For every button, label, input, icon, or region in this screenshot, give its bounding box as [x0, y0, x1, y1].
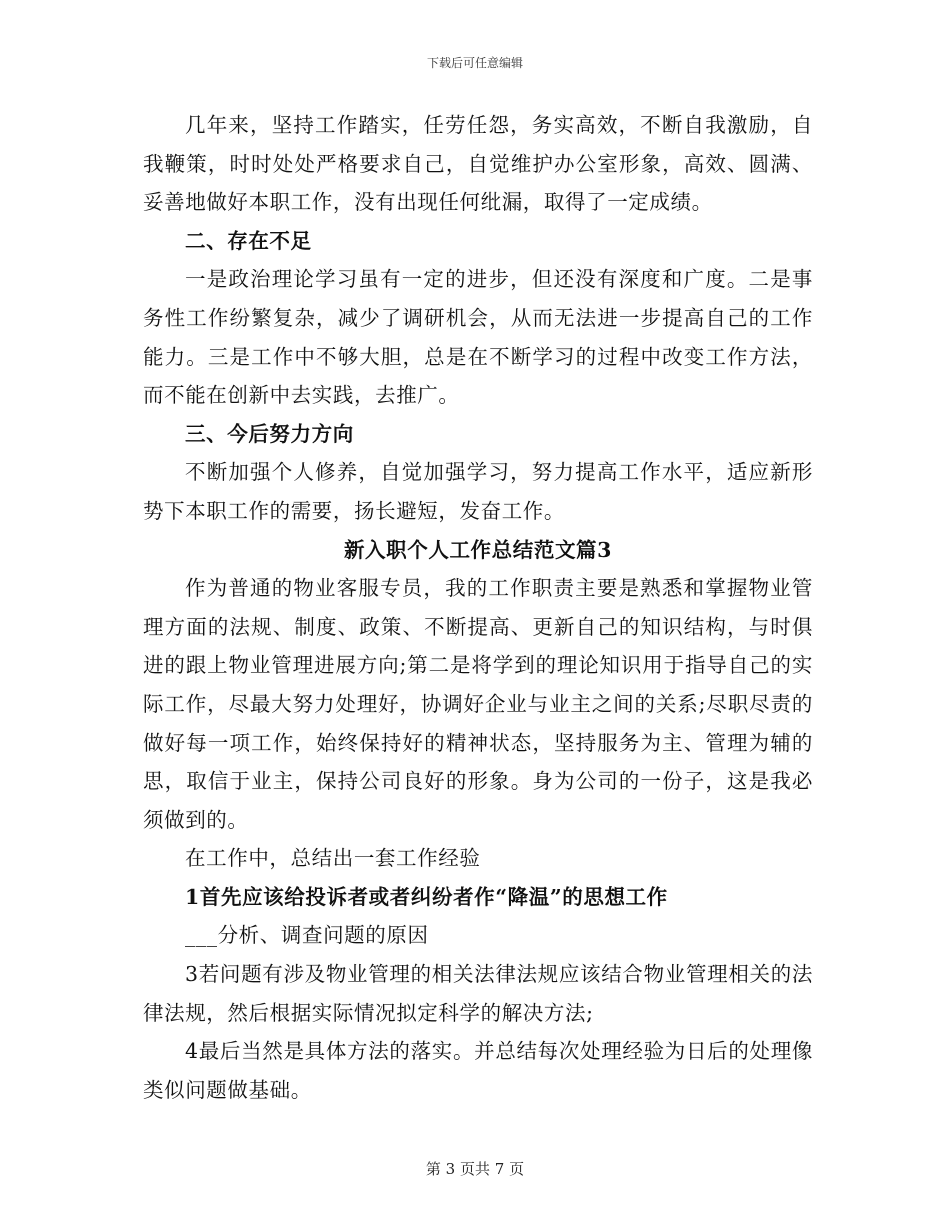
list-item-2: ___分析、调查问题的原因 [185, 923, 429, 948]
list-item-3: 3若问题有涉及物业管理的相关法律法规应该结合物业管理相关的法律法规，然后根据实际情况拟定科学的解决方法; [143, 962, 813, 1025]
article-title: 新入职个人工作总结范文篇3 [343, 537, 613, 562]
list-item-1: 1首先应该给投诉者或者纠纷者作“降温”的思想工作 [185, 884, 668, 909]
section-heading-future-direction: 三、今后努力方向 [185, 421, 354, 446]
paragraph-future-direction: 不断加强个人修养，自觉加强学习，努力提高工作水平，适应新形势下本职工作的需要，扬长避短，发奋工作。 [143, 460, 813, 523]
header-note: 下载后可任意编辑 [426, 56, 523, 70]
paragraph-experience-intro: 在工作中，总结出一套工作经验 [185, 846, 481, 871]
paragraph-job-duties: 作为普通的物业客服专员，我的工作职责主要是熟悉和掌握物业管理方面的法规、制度、政策、不断提高、更新自己的知识结构，与时俱进的跟上物业管理进展方向;第二是将学到的理论知识用于指导自己的实际工作，尽最大努力处理好，协调好企业与业主之间的关系;尽职尽责的做好每一项工作，始终保持好的精神状态，坚持服务为主、管理为辅的思，取信于业主，保持公司良好的形象。身为公司的一份子，这是我必须做到的。 [143, 576, 813, 832]
paragraph-shortcomings: 一是政治理论学习虽有一定的进步，但还没有深度和广度。二是事务性工作纷繁复杂，减少了调研机会，从而无法进一步提高自己的工作能力。三是工作中不够大胆，总是在不断学习的过程中改变工作方法，而不能在创新中去实践，去推广。 [143, 267, 813, 408]
section-heading-shortcomings: 二、存在不足 [185, 228, 312, 253]
paragraph-summary: 几年来，坚持工作踏实，任劳任怨，务实高效，不断自我激励，自我鞭策，时时处处严格要求自己，自觉维护办公室形象，高效、圆满、妥善地做好本职工作，没有出现任何纰漏，取得了一定成绩。 [143, 113, 813, 215]
page-number: 第 3 页共 7 页 [425, 1160, 525, 1178]
document-body [143, 106, 813, 1109]
list-item-4: 4最后当然是具体方法的落实。并总结每次处理经验为日后的处理像类似问题做基础。 [143, 1039, 813, 1102]
